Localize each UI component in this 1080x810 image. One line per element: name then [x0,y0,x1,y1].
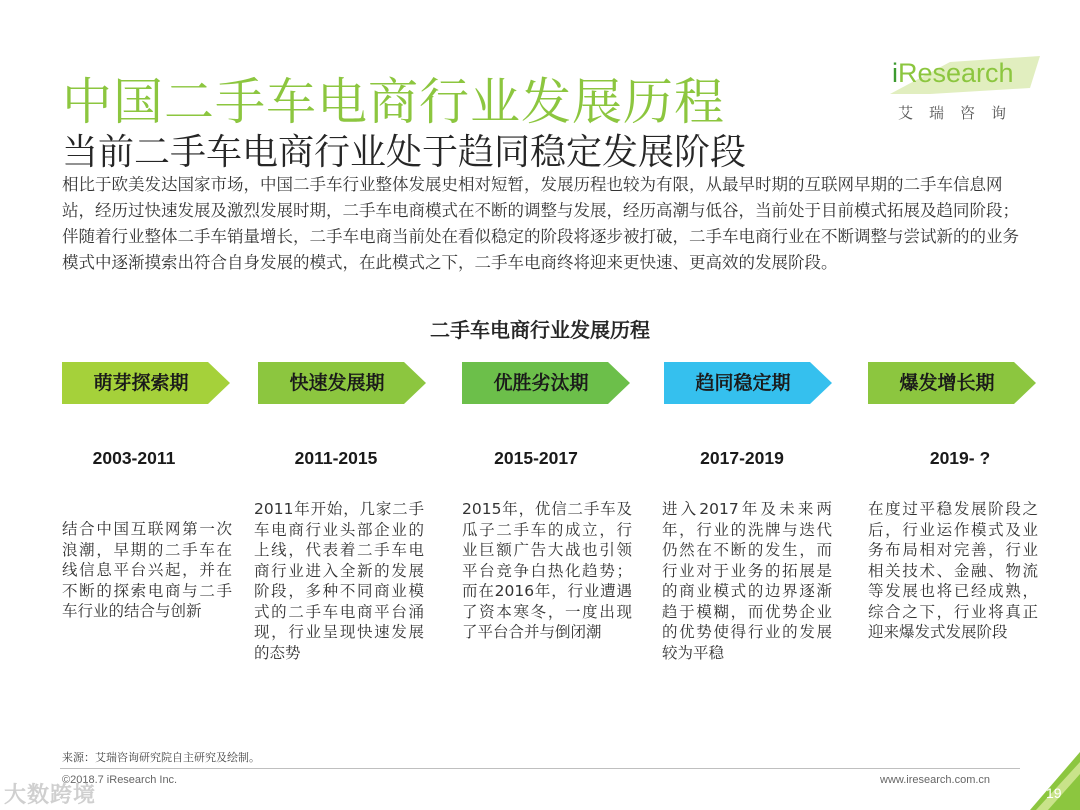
corner-triangle-icon [1030,752,1080,810]
stage-years-5: 2019- ? [929,448,991,468]
stage-description-3: 2015年，优信二手车及瓜子二手车的成立，行业巨额广告大战也引领平台竞争白热化趋势；而在2016年，行业遭遇了资本寒冬，一度出现了平台合并与倒闭潮 [462,500,632,641]
stage-chevron-5 [868,362,1036,404]
watermark: 大数跨境 [4,783,97,808]
stage-chevron-4 [664,362,832,404]
page-title: 中国二手车电商行业发展历程 [62,73,725,131]
stage-description-1: 结合中国互联网第一次浪潮，早期的二手车在线信息平台兴起，并在不断的探索电商与二手车行业的结合与创新 [62,520,232,620]
logo-cn: 艾瑞咨询 [898,104,1023,122]
logo-wordmark: iResearch [892,58,1014,88]
intro-paragraph-2: 伴随着行业整体二手车销量增长，二手车电商当前处在看似稳定的阶段将逐步被打破，二手车电商行业在不断调整与尝试新的的业务模式中逐渐摸索出符合自身发展的模式，在此模式之下，二手车电商终将迎来更快速、更高效的发展阶段。 [62,227,1019,272]
copyright: ©2018.7 iResearch Inc. [62,774,178,786]
source-note: 来源：艾瑞咨询研究院自主研究及绘制。 [62,751,260,764]
stage-years-2: 2011-2015 [294,448,378,468]
stage-description-2: 2011年开始，几家二手车电商行业头部企业的上线，代表着二手车电商行业进入全新的发展阶段，多种不同商业模式的二手车电商平台涌现，行业呈现快速发展的态势 [254,500,424,662]
stage-label: 趋同稳定期 [695,372,791,394]
section-title: 二手车电商行业发展历程 [430,318,650,342]
page-subtitle: 当前二手车电商行业处于趋同稳定发展阶段 [62,132,747,173]
intro-text [62,172,1032,276]
stage-label: 优胜劣汰期 [493,372,589,394]
website: www.iresearch.com.cn [880,774,991,786]
stage-description-5: 在度过平稳发展阶段之后，行业运作模式及业务布局相对完善，行业相关技术、金融、物流等发展也将已经成熟，综合之下，行业将真正迎来爆发式发展阶段 [868,500,1038,641]
stage-label: 萌芽探索期 [93,372,189,394]
stage-years-1: 2003-2011 [92,448,176,468]
stage-label: 爆发增长期 [899,372,995,394]
iresearch-logo [890,58,1040,124]
intro-paragraph-1: 相比于欧美发达国家市场，中国二手车行业整体发展史相对短暂，发展历程也较为有限，从最早时期的互联网早期的二手车信息网站，经历过快速发展及激烈发展时期，二手车电商模式在不断的调整与发展，经历高潮与低谷，当前处于目前模式拓展及趋同阶段； [62,175,1019,220]
footer-divider [60,768,1020,769]
page-number: 19 [1046,785,1062,801]
stage-chevron-1 [62,362,230,404]
stage-chevron-2 [258,362,426,404]
stage-description-4: 进入2017年及未来两年，行业的洗牌与迭代仍然在不断的发生，而行业对于业务的拓展是的商业模式的边界逐渐趋于模糊，而优势企业的优势使得行业的发展较为平稳 [662,500,832,662]
stage-label: 快速发展期 [289,372,385,394]
stage-years-4: 2017-2019 [700,448,784,468]
stage-chevron-3 [462,362,630,404]
stage-years-3: 2015-2017 [494,448,578,468]
